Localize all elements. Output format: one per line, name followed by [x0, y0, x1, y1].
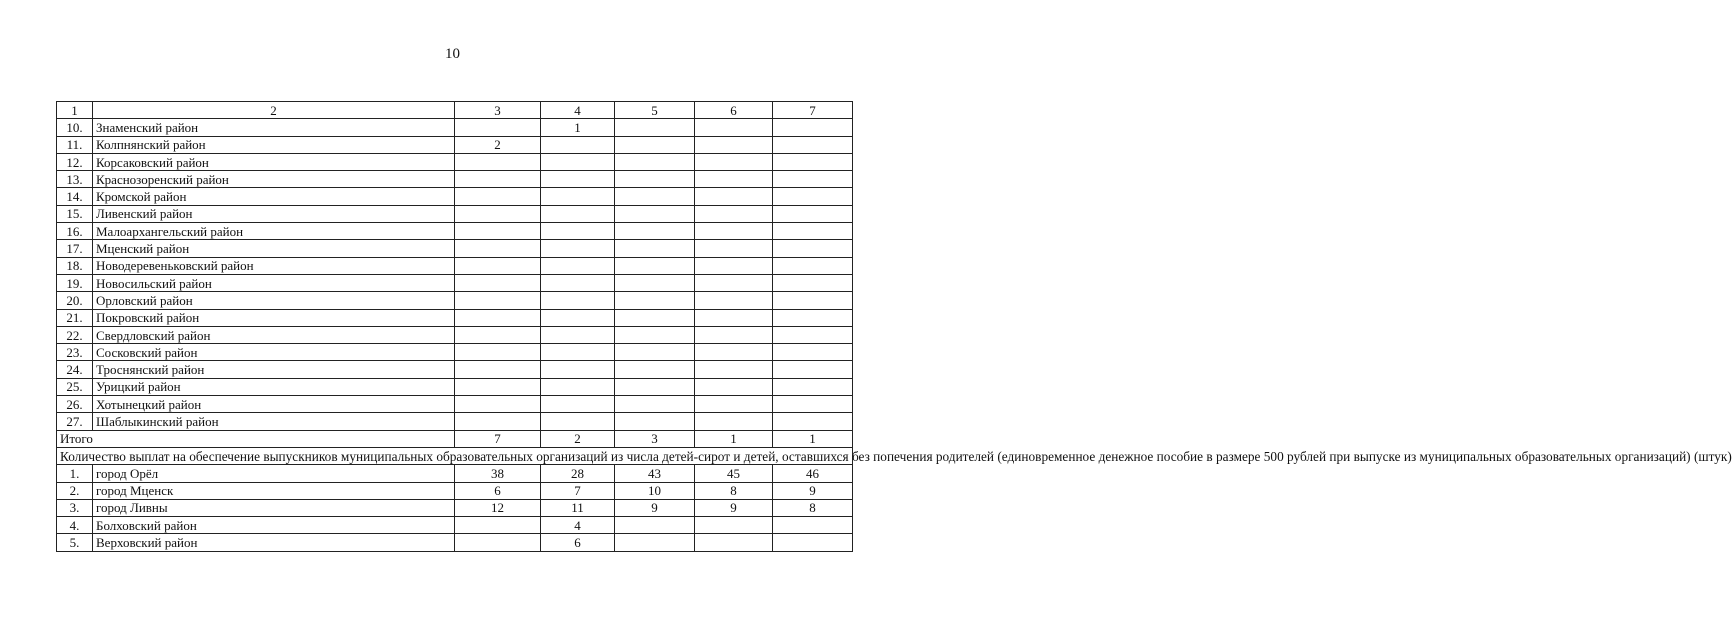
- value-cell: [695, 517, 773, 534]
- value-cell: [615, 240, 695, 257]
- value-cell: [773, 136, 853, 153]
- table-row: [57, 171, 853, 188]
- district-name: Болховский район: [93, 517, 455, 534]
- value-cell: [541, 361, 615, 378]
- value-cell: 10: [615, 482, 695, 499]
- district-name: Верховский район: [93, 534, 455, 551]
- section-title-row: [57, 447, 853, 464]
- value-cell: [695, 378, 773, 395]
- data-table: [56, 101, 1732, 552]
- value-cell: [695, 205, 773, 222]
- row-number: 14.: [57, 188, 93, 205]
- row-number: 16.: [57, 223, 93, 240]
- district-name: Новодеревеньковский район: [93, 257, 455, 274]
- value-cell: [455, 309, 541, 326]
- row-number: 18.: [57, 257, 93, 274]
- table-row: [57, 517, 853, 534]
- value-cell: [541, 223, 615, 240]
- value-cell: [773, 274, 853, 291]
- row-number: 27.: [57, 413, 93, 430]
- row-number: 23.: [57, 344, 93, 361]
- value-cell: [773, 378, 853, 395]
- value-cell: [695, 223, 773, 240]
- column-header: 1: [57, 102, 93, 119]
- value-cell: [615, 534, 695, 551]
- value-cell: [541, 171, 615, 188]
- row-number: 5.: [57, 534, 93, 551]
- value-cell: [455, 344, 541, 361]
- district-name: Корсаковский район: [93, 153, 455, 170]
- value-cell: [773, 119, 853, 136]
- row-number: 20.: [57, 292, 93, 309]
- value-cell: [615, 517, 695, 534]
- value-cell: [773, 188, 853, 205]
- district-name: Ливенский район: [93, 205, 455, 222]
- district-name: Знаменский район: [93, 119, 455, 136]
- column-header: 4: [541, 102, 615, 119]
- value-cell: [455, 274, 541, 291]
- value-cell: [455, 534, 541, 551]
- column-header: 6: [695, 102, 773, 119]
- value-cell: [455, 361, 541, 378]
- table-row: [57, 465, 853, 482]
- value-cell: [455, 517, 541, 534]
- value-cell: 6: [541, 534, 615, 551]
- value-cell: [615, 413, 695, 430]
- value-cell: 7: [541, 482, 615, 499]
- value-cell: [695, 309, 773, 326]
- value-cell: [541, 326, 615, 343]
- table-row: [57, 413, 853, 430]
- value-cell: [695, 396, 773, 413]
- table-header-row: [57, 102, 853, 119]
- value-cell: 6: [455, 482, 541, 499]
- value-cell: 28: [541, 465, 615, 482]
- row-number: 15.: [57, 205, 93, 222]
- value-cell: 8: [773, 499, 853, 516]
- value-cell: [541, 205, 615, 222]
- column-header: 2: [93, 102, 455, 119]
- district-name: Колпнянский район: [93, 136, 455, 153]
- value-cell: [615, 378, 695, 395]
- section-title: Количество выплат на обеспечение выпускников муниципальных образовательных организаций из числа детей-сирот и детей, оставшихся без попечения родителей (единовременное денежное пособие в размере 500 рублей при выпуске из муниципальных образовательных организаций) (штук): [57, 447, 853, 464]
- value-cell: [455, 171, 541, 188]
- value-cell: 9: [695, 499, 773, 516]
- value-cell: [695, 344, 773, 361]
- value-cell: 8: [695, 482, 773, 499]
- value-cell: [455, 223, 541, 240]
- row-number: 10.: [57, 119, 93, 136]
- table-row: [57, 188, 853, 205]
- value-cell: [541, 292, 615, 309]
- value-cell: [695, 240, 773, 257]
- district-name: Мценский район: [93, 240, 455, 257]
- value-cell: 9: [773, 482, 853, 499]
- value-cell: [455, 205, 541, 222]
- value-cell: [695, 257, 773, 274]
- table-row: [57, 499, 853, 516]
- value-cell: [615, 136, 695, 153]
- table-row: [57, 326, 853, 343]
- table-row: [57, 361, 853, 378]
- value-cell: [773, 326, 853, 343]
- value-cell: 2: [455, 136, 541, 153]
- table-row: [57, 309, 853, 326]
- district-name: Новосильский район: [93, 274, 455, 291]
- value-cell: [455, 326, 541, 343]
- value-cell: [615, 223, 695, 240]
- table-row: [57, 119, 853, 136]
- value-cell: [773, 257, 853, 274]
- value-cell: 46: [773, 465, 853, 482]
- value-cell: [615, 326, 695, 343]
- value-cell: [773, 517, 853, 534]
- table-row: [57, 240, 853, 257]
- value-cell: 12: [455, 499, 541, 516]
- table-row: [57, 378, 853, 395]
- table-row: [57, 257, 853, 274]
- value-cell: [455, 413, 541, 430]
- value-cell: [615, 257, 695, 274]
- district-name: Малоархангельский район: [93, 223, 455, 240]
- value-cell: [541, 344, 615, 361]
- value-cell: 11: [541, 499, 615, 516]
- value-cell: [615, 344, 695, 361]
- district-name: город Орёл: [93, 465, 455, 482]
- value-cell: [455, 396, 541, 413]
- district-name: Кромской район: [93, 188, 455, 205]
- total-value: 7: [455, 430, 541, 447]
- value-cell: 4: [541, 517, 615, 534]
- total-value: 2: [541, 430, 615, 447]
- value-cell: [455, 257, 541, 274]
- value-cell: 45: [695, 465, 773, 482]
- total-value: 1: [773, 430, 853, 447]
- row-number: 11.: [57, 136, 93, 153]
- value-cell: [695, 153, 773, 170]
- value-cell: 1: [541, 119, 615, 136]
- value-cell: [695, 188, 773, 205]
- column-header: 7: [773, 102, 853, 119]
- page-number: 10: [445, 46, 460, 62]
- district-name: Хотынецкий район: [93, 396, 455, 413]
- value-cell: [541, 240, 615, 257]
- value-cell: [695, 274, 773, 291]
- value-cell: [541, 378, 615, 395]
- value-cell: [695, 413, 773, 430]
- row-number: 22.: [57, 326, 93, 343]
- column-header: 3: [455, 102, 541, 119]
- value-cell: [773, 205, 853, 222]
- value-cell: [455, 153, 541, 170]
- value-cell: [541, 188, 615, 205]
- district-name: Орловский район: [93, 292, 455, 309]
- row-number: 3.: [57, 499, 93, 516]
- value-cell: [695, 119, 773, 136]
- row-number: 4.: [57, 517, 93, 534]
- value-cell: [773, 534, 853, 551]
- value-cell: [773, 396, 853, 413]
- district-name: Троснянский район: [93, 361, 455, 378]
- value-cell: [541, 396, 615, 413]
- total-row: [57, 430, 853, 447]
- total-value: 1: [695, 430, 773, 447]
- value-cell: [773, 309, 853, 326]
- total-value: 3: [615, 430, 695, 447]
- table-row: [57, 396, 853, 413]
- value-cell: [455, 119, 541, 136]
- value-cell: [773, 240, 853, 257]
- table-row: [57, 534, 853, 551]
- column-header: 5: [615, 102, 695, 119]
- value-cell: [541, 413, 615, 430]
- row-number: 25.: [57, 378, 93, 395]
- value-cell: [455, 292, 541, 309]
- table-row: [57, 136, 853, 153]
- value-cell: [455, 378, 541, 395]
- value-cell: [773, 292, 853, 309]
- value-cell: 9: [615, 499, 695, 516]
- table-row: [57, 482, 853, 499]
- row-number: 1.: [57, 465, 93, 482]
- value-cell: [695, 171, 773, 188]
- value-cell: [615, 153, 695, 170]
- district-name: Свердловский район: [93, 326, 455, 343]
- table-row: [57, 223, 853, 240]
- total-label: Итого: [57, 430, 455, 447]
- value-cell: [615, 274, 695, 291]
- district-name: Шаблыкинский район: [93, 413, 455, 430]
- district-name: Сосковский район: [93, 344, 455, 361]
- row-number: 26.: [57, 396, 93, 413]
- row-number: 17.: [57, 240, 93, 257]
- district-name: город Ливны: [93, 499, 455, 516]
- row-number: 12.: [57, 153, 93, 170]
- value-cell: [541, 309, 615, 326]
- table-row: [57, 153, 853, 170]
- value-cell: [773, 413, 853, 430]
- value-cell: [615, 292, 695, 309]
- value-cell: [541, 274, 615, 291]
- value-cell: [615, 309, 695, 326]
- district-name: Покровский район: [93, 309, 455, 326]
- row-number: 13.: [57, 171, 93, 188]
- table-row: [57, 205, 853, 222]
- value-cell: [773, 344, 853, 361]
- value-cell: [455, 240, 541, 257]
- value-cell: [615, 205, 695, 222]
- value-cell: [541, 136, 615, 153]
- value-cell: [695, 136, 773, 153]
- value-cell: [695, 534, 773, 551]
- value-cell: [695, 326, 773, 343]
- value-cell: [541, 153, 615, 170]
- table-row: [57, 344, 853, 361]
- value-cell: [695, 292, 773, 309]
- value-cell: [541, 257, 615, 274]
- value-cell: [773, 223, 853, 240]
- row-number: 24.: [57, 361, 93, 378]
- value-cell: [615, 171, 695, 188]
- value-cell: [773, 171, 853, 188]
- value-cell: [615, 119, 695, 136]
- value-cell: 43: [615, 465, 695, 482]
- table-row: [57, 292, 853, 309]
- row-number: 21.: [57, 309, 93, 326]
- value-cell: [615, 361, 695, 378]
- district-name: Урицкий район: [93, 378, 455, 395]
- value-cell: [455, 188, 541, 205]
- row-number: 19.: [57, 274, 93, 291]
- value-cell: [773, 153, 853, 170]
- value-cell: [773, 361, 853, 378]
- table-row: [57, 274, 853, 291]
- value-cell: 38: [455, 465, 541, 482]
- district-name: Краснозоренский район: [93, 171, 455, 188]
- value-cell: [615, 188, 695, 205]
- value-cell: [695, 361, 773, 378]
- value-cell: [615, 396, 695, 413]
- row-number: 2.: [57, 482, 93, 499]
- district-name: город Мценск: [93, 482, 455, 499]
